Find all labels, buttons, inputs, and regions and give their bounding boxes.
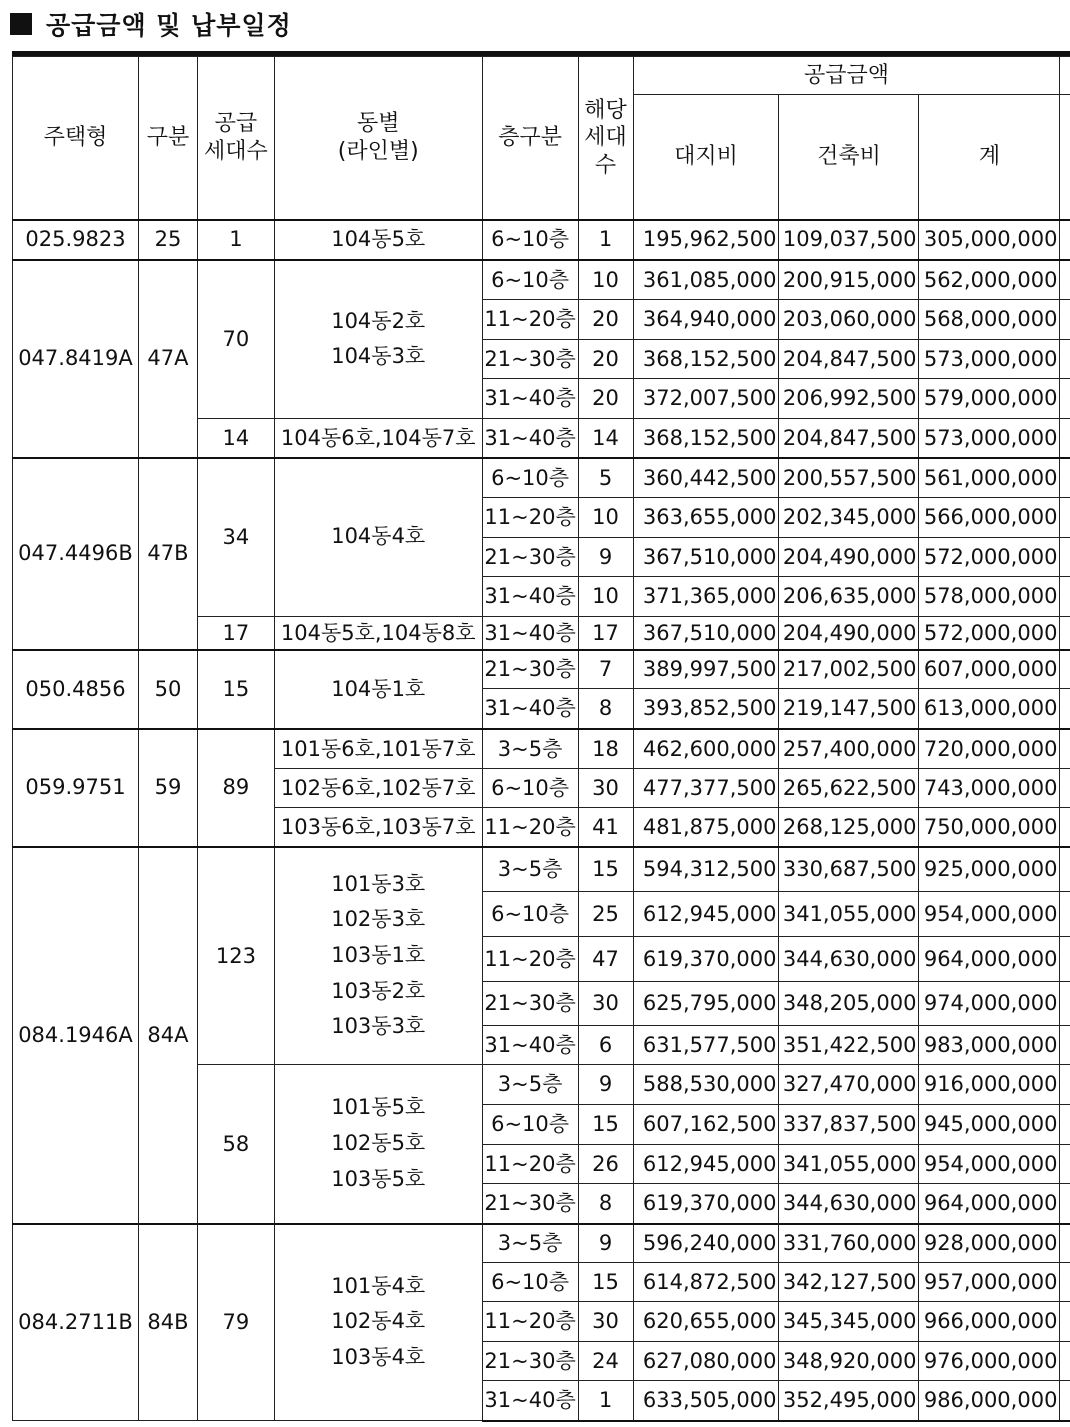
cell-build: 204,847,500 — [779, 340, 919, 379]
cell-count: 30 — [578, 1302, 633, 1342]
cell-total: 976,000,000 — [919, 1342, 1060, 1381]
cell-land: 368,152,500 — [633, 419, 779, 458]
cell-total: 572,000,000 — [919, 617, 1060, 650]
square-bullet-icon — [10, 13, 32, 35]
cell-floor: 6~10층 — [482, 458, 578, 498]
cell-units: 123 — [197, 847, 274, 1065]
cell-type: 084.1946A — [13, 847, 139, 1224]
cell-count: 9 — [578, 1224, 633, 1263]
cell-build: 257,400,000 — [779, 729, 919, 769]
cell-div: 47B — [138, 458, 197, 650]
header-build: 건축비 — [779, 95, 919, 220]
cell-count: 25 — [578, 892, 633, 937]
cell-units: 34 — [197, 458, 274, 617]
cell-total: 974,000,000 — [919, 982, 1060, 1026]
cell-cut — [1060, 379, 1070, 419]
cell-floor: 21~30층 — [482, 1342, 578, 1381]
cell-div: 47A — [138, 260, 197, 458]
cell-units: 89 — [197, 729, 274, 847]
cell-cut — [1060, 300, 1070, 340]
cell-floor: 6~10층 — [482, 892, 578, 937]
supply-price-table — [12, 56, 1070, 1422]
cell-land: 462,600,000 — [633, 729, 779, 769]
cell-count: 47 — [578, 937, 633, 982]
cell-cut — [1060, 808, 1070, 847]
cell-count: 30 — [578, 982, 633, 1026]
cell-count: 10 — [578, 498, 633, 538]
cell-land: 614,872,500 — [633, 1263, 779, 1302]
table-row — [13, 729, 1070, 769]
cell-land: 477,377,500 — [633, 769, 779, 808]
cell-build: 204,847,500 — [779, 419, 919, 458]
cell-count: 20 — [578, 340, 633, 379]
cell-land: 627,080,000 — [633, 1342, 779, 1381]
cell-floor: 21~30층 — [482, 340, 578, 379]
section-title-text: 공급금액 및 납부일정 — [46, 11, 292, 40]
cell-div: 84A — [138, 847, 197, 1224]
cell-total: 613,000,000 — [919, 689, 1060, 729]
cell-floor: 11~20층 — [482, 1145, 578, 1184]
cell-land: 364,940,000 — [633, 300, 779, 340]
cell-land: 481,875,000 — [633, 808, 779, 847]
cell-cut — [1060, 1263, 1070, 1302]
cell-cut — [1060, 892, 1070, 937]
cell-dong: 102동6호,102동7호 — [274, 769, 482, 808]
cell-floor: 3~5층 — [482, 1065, 578, 1105]
cell-type: 047.4496B — [13, 458, 139, 650]
cell-build: 348,205,000 — [779, 982, 919, 1026]
cell-build: 265,622,500 — [779, 769, 919, 808]
cell-dong: 104동5호 — [274, 220, 482, 260]
cell-count: 1 — [578, 1381, 633, 1421]
cell-dong: 103동6호,103동7호 — [274, 808, 482, 847]
header-division: 구분 — [138, 57, 197, 220]
cell-total: 928,000,000 — [919, 1224, 1060, 1263]
header-cut-2 — [1060, 95, 1070, 220]
cell-total: 305,000,000 — [919, 220, 1060, 260]
cell-total: 954,000,000 — [919, 892, 1060, 937]
cell-floor: 11~20층 — [482, 937, 578, 982]
cell-type: 047.8419A — [13, 260, 139, 458]
cell-build: 203,060,000 — [779, 300, 919, 340]
cell-count: 10 — [578, 577, 633, 617]
cell-units: 14 — [197, 419, 274, 458]
cell-floor: 31~40층 — [482, 419, 578, 458]
cell-total: 925,000,000 — [919, 847, 1060, 892]
cell-count: 15 — [578, 1263, 633, 1302]
cell-count: 8 — [578, 1184, 633, 1224]
cell-floor: 21~30층 — [482, 982, 578, 1026]
cell-count: 26 — [578, 1145, 633, 1184]
cell-dong: 104동2호 104동3호 — [274, 260, 482, 419]
cell-build: 204,490,000 — [779, 617, 919, 650]
cell-total: 916,000,000 — [919, 1065, 1060, 1105]
cell-count: 9 — [578, 538, 633, 577]
cell-cut — [1060, 1145, 1070, 1184]
cell-build: 206,635,000 — [779, 577, 919, 617]
cell-total: 750,000,000 — [919, 808, 1060, 847]
cell-land: 612,945,000 — [633, 892, 779, 937]
cell-land: 371,365,000 — [633, 577, 779, 617]
cell-land: 363,655,000 — [633, 498, 779, 538]
cell-cut — [1060, 220, 1070, 260]
header-floor: 층구분 — [482, 57, 578, 220]
cell-floor: 3~5층 — [482, 847, 578, 892]
cell-count: 41 — [578, 808, 633, 847]
cell-floor: 31~40층 — [482, 1026, 578, 1065]
header-dong: 동별 (라인별) — [274, 57, 482, 220]
cell-floor: 21~30층 — [482, 538, 578, 577]
cell-count: 30 — [578, 769, 633, 808]
cell-count: 6 — [578, 1026, 633, 1065]
cell-count: 10 — [578, 260, 633, 300]
cell-land: 594,312,500 — [633, 847, 779, 892]
cell-land: 367,510,000 — [633, 617, 779, 650]
cell-cut — [1060, 650, 1070, 689]
header-supply-units: 공급 세대수 — [197, 57, 274, 220]
cell-total: 573,000,000 — [919, 419, 1060, 458]
cell-cut — [1060, 577, 1070, 617]
cell-total: 562,000,000 — [919, 260, 1060, 300]
cell-build: 341,055,000 — [779, 892, 919, 937]
cell-land: 588,530,000 — [633, 1065, 779, 1105]
table-row — [13, 260, 1070, 300]
cell-count: 20 — [578, 379, 633, 419]
cell-cut — [1060, 769, 1070, 808]
cell-total: 573,000,000 — [919, 340, 1060, 379]
header-supply-price: 공급금액 — [633, 57, 1060, 95]
cell-floor: 11~20층 — [482, 300, 578, 340]
cell-land: 631,577,500 — [633, 1026, 779, 1065]
cell-units: 17 — [197, 617, 274, 650]
cell-build: 337,837,500 — [779, 1105, 919, 1145]
cell-build: 327,470,000 — [779, 1065, 919, 1105]
cell-land: 612,945,000 — [633, 1145, 779, 1184]
cell-div: 25 — [138, 220, 197, 260]
cell-cut — [1060, 340, 1070, 379]
cell-land: 393,852,500 — [633, 689, 779, 729]
cell-total: 561,000,000 — [919, 458, 1060, 498]
cell-count: 20 — [578, 300, 633, 340]
cell-cut — [1060, 689, 1070, 729]
cell-dong: 101동5호 102동5호 103동5호 — [274, 1065, 482, 1224]
table-row — [13, 458, 1070, 498]
cell-build: 219,147,500 — [779, 689, 919, 729]
cell-cut — [1060, 419, 1070, 458]
cell-build: 344,630,000 — [779, 937, 919, 982]
cell-cut — [1060, 729, 1070, 769]
cell-count: 17 — [578, 617, 633, 650]
header-unit-count: 해당 세대 수 — [578, 57, 633, 220]
table-row — [13, 220, 1070, 260]
cell-total: 720,000,000 — [919, 729, 1060, 769]
cell-land: 619,370,000 — [633, 937, 779, 982]
cell-total: 954,000,000 — [919, 1145, 1060, 1184]
cell-total: 579,000,000 — [919, 379, 1060, 419]
cell-total: 983,000,000 — [919, 1026, 1060, 1065]
cell-floor: 6~10층 — [482, 1263, 578, 1302]
cell-count: 9 — [578, 1065, 633, 1105]
cell-cut — [1060, 1302, 1070, 1342]
cell-floor: 6~10층 — [482, 1105, 578, 1145]
cell-units: 79 — [197, 1224, 274, 1421]
cell-total: 957,000,000 — [919, 1263, 1060, 1302]
cell-cut — [1060, 538, 1070, 577]
cell-total: 986,000,000 — [919, 1381, 1060, 1421]
cell-total: 964,000,000 — [919, 937, 1060, 982]
header-cut — [1060, 57, 1070, 95]
cell-floor: 3~5층 — [482, 729, 578, 769]
cell-dong: 104동1호 — [274, 650, 482, 729]
header-total: 계 — [919, 95, 1060, 220]
cell-cut — [1060, 1105, 1070, 1145]
cell-count: 24 — [578, 1342, 633, 1381]
cell-div: 50 — [138, 650, 197, 729]
cell-build: 331,760,000 — [779, 1224, 919, 1263]
cell-count: 8 — [578, 689, 633, 729]
cell-build: 351,422,500 — [779, 1026, 919, 1065]
cell-total: 966,000,000 — [919, 1302, 1060, 1342]
cell-floor: 31~40층 — [482, 617, 578, 650]
cell-cut — [1060, 1065, 1070, 1105]
cell-build: 200,915,000 — [779, 260, 919, 300]
cell-total: 578,000,000 — [919, 577, 1060, 617]
section-title — [10, 4, 292, 44]
cell-land: 195,962,500 — [633, 220, 779, 260]
cell-total: 566,000,000 — [919, 498, 1060, 538]
cell-floor: 31~40층 — [482, 577, 578, 617]
cell-floor: 11~20층 — [482, 1302, 578, 1342]
cell-build: 202,345,000 — [779, 498, 919, 538]
cell-cut — [1060, 458, 1070, 498]
cell-land: 361,085,000 — [633, 260, 779, 300]
table-row — [13, 1224, 1070, 1263]
cell-floor: 11~20층 — [482, 498, 578, 538]
cell-count: 15 — [578, 1105, 633, 1145]
cell-cut — [1060, 1342, 1070, 1381]
cell-floor: 6~10층 — [482, 220, 578, 260]
cell-cut — [1060, 937, 1070, 982]
cell-cut — [1060, 982, 1070, 1026]
cell-land: 607,162,500 — [633, 1105, 779, 1145]
cell-floor: 6~10층 — [482, 769, 578, 808]
cell-cut — [1060, 1224, 1070, 1263]
cell-cut — [1060, 847, 1070, 892]
cell-floor: 31~40층 — [482, 379, 578, 419]
cell-land: 625,795,000 — [633, 982, 779, 1026]
cell-units: 15 — [197, 650, 274, 729]
cell-build: 200,557,500 — [779, 458, 919, 498]
cell-dong: 101동3호 102동3호 103동1호 103동2호 103동3호 — [274, 847, 482, 1065]
cell-total: 572,000,000 — [919, 538, 1060, 577]
cell-units: 70 — [197, 260, 274, 419]
cell-land: 367,510,000 — [633, 538, 779, 577]
cell-build: 217,002,500 — [779, 650, 919, 689]
cell-cut — [1060, 617, 1070, 650]
cell-build: 344,630,000 — [779, 1184, 919, 1224]
cell-cut — [1060, 260, 1070, 300]
cell-total: 743,000,000 — [919, 769, 1060, 808]
header-land: 대지비 — [633, 95, 779, 220]
cell-floor: 11~20층 — [482, 808, 578, 847]
cell-div: 84B — [138, 1224, 197, 1421]
cell-floor: 31~40층 — [482, 1381, 578, 1421]
cell-build: 109,037,500 — [779, 220, 919, 260]
cell-build: 341,055,000 — [779, 1145, 919, 1184]
cell-build: 268,125,000 — [779, 808, 919, 847]
cell-count: 15 — [578, 847, 633, 892]
cell-land: 596,240,000 — [633, 1224, 779, 1263]
cell-total: 607,000,000 — [919, 650, 1060, 689]
header-type: 주택형 — [13, 57, 139, 220]
cell-floor: 31~40층 — [482, 689, 578, 729]
cell-cut — [1060, 1026, 1070, 1065]
cell-cut — [1060, 1381, 1070, 1421]
cell-total: 964,000,000 — [919, 1184, 1060, 1224]
cell-count: 1 — [578, 220, 633, 260]
cell-total: 568,000,000 — [919, 300, 1060, 340]
cell-type: 059.9751 — [13, 729, 139, 847]
cell-dong: 104동4호 — [274, 458, 482, 617]
cell-land: 389,997,500 — [633, 650, 779, 689]
cell-floor: 21~30층 — [482, 650, 578, 689]
table-row — [13, 650, 1070, 689]
cell-type: 025.9823 — [13, 220, 139, 260]
cell-build: 342,127,500 — [779, 1263, 919, 1302]
cell-count: 14 — [578, 419, 633, 458]
cell-land: 368,152,500 — [633, 340, 779, 379]
cell-units: 58 — [197, 1065, 274, 1224]
cell-build: 206,992,500 — [779, 379, 919, 419]
cell-land: 619,370,000 — [633, 1184, 779, 1224]
cell-build: 345,345,000 — [779, 1302, 919, 1342]
cell-dong: 101동4호 102동4호 103동4호 — [274, 1224, 482, 1421]
cell-land: 633,505,000 — [633, 1381, 779, 1421]
cell-cut — [1060, 498, 1070, 538]
cell-floor: 6~10층 — [482, 260, 578, 300]
cell-build: 352,495,000 — [779, 1381, 919, 1421]
cell-total: 945,000,000 — [919, 1105, 1060, 1145]
cell-count: 18 — [578, 729, 633, 769]
cell-dong: 101동6호,101동7호 — [274, 729, 482, 769]
cell-floor: 3~5층 — [482, 1224, 578, 1263]
cell-dong: 104동6호,104동7호 — [274, 419, 482, 458]
table-row — [13, 847, 1070, 892]
cell-count: 5 — [578, 458, 633, 498]
cell-dong: 104동5호,104동8호 — [274, 617, 482, 650]
cell-cut — [1060, 1184, 1070, 1224]
cell-div: 59 — [138, 729, 197, 847]
cell-build: 204,490,000 — [779, 538, 919, 577]
cell-land: 620,655,000 — [633, 1302, 779, 1342]
cell-land: 360,442,500 — [633, 458, 779, 498]
cell-land: 372,007,500 — [633, 379, 779, 419]
cell-type: 050.4856 — [13, 650, 139, 729]
cell-count: 7 — [578, 650, 633, 689]
cell-type: 084.2711B — [13, 1224, 139, 1421]
cell-build: 330,687,500 — [779, 847, 919, 892]
cell-units: 1 — [197, 220, 274, 260]
cell-floor: 21~30층 — [482, 1184, 578, 1224]
cell-build: 348,920,000 — [779, 1342, 919, 1381]
